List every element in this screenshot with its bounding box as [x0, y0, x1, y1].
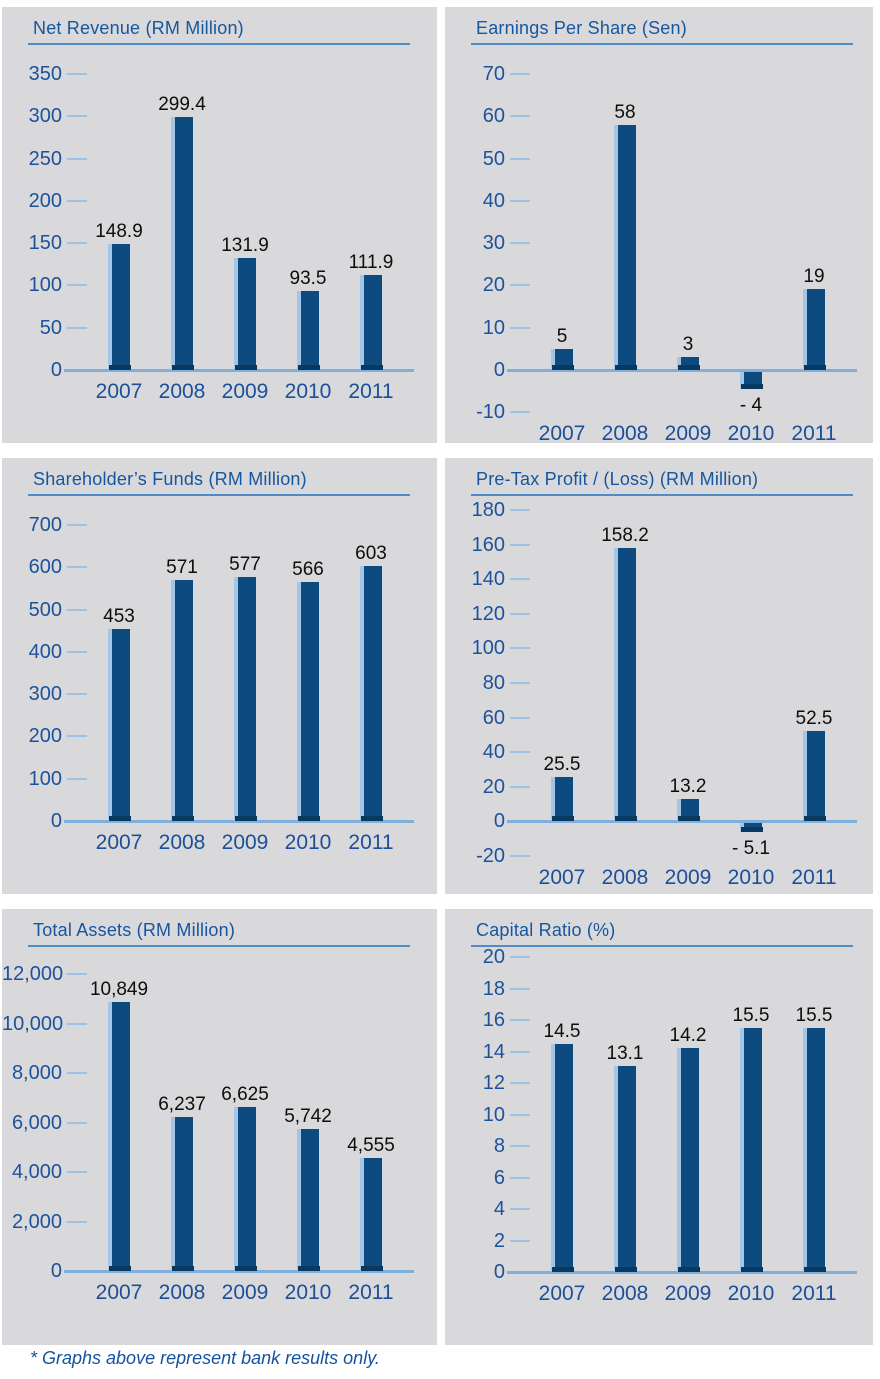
x-axis-label: 2010 — [727, 422, 775, 443]
y-tick-label: 100 — [471, 637, 505, 660]
y-tick-dash — [510, 855, 530, 857]
x-axis-label: 2011 — [348, 831, 394, 854]
y-tick-label: 4,000 — [11, 1161, 62, 1183]
bar-value-label: 111.9 — [348, 252, 394, 274]
y-tick-label: 0 — [493, 358, 505, 381]
y-tick-label: 8 — [493, 1135, 505, 1157]
y-tick-dash — [67, 524, 87, 526]
bar-2009 — [234, 1107, 256, 1271]
bar-value-label: 15.5 — [732, 1004, 770, 1026]
x-axis-label: 2010 — [727, 866, 775, 889]
bar-base-shadow — [172, 816, 194, 821]
bar-2008 — [614, 548, 636, 822]
y-tick-label: 6,000 — [11, 1111, 62, 1134]
y-tick-label: 0 — [50, 1260, 62, 1282]
bar-2011 — [360, 566, 382, 821]
bar-value-label: 4,555 — [347, 1135, 395, 1157]
bar-2011 — [803, 731, 825, 822]
y-tick-dash — [510, 1145, 530, 1147]
bar-base-shadow — [361, 816, 383, 821]
y-tick-label: 2 — [493, 1229, 505, 1252]
x-axis-label: 2011 — [348, 380, 394, 403]
y-tick-label: 2,000 — [11, 1210, 62, 1233]
bar-2011 — [803, 289, 825, 369]
y-tick-dash — [510, 613, 530, 615]
y-tick-label: 10 — [482, 1103, 505, 1126]
bar-base-shadow — [172, 365, 194, 370]
y-tick-label: 12 — [482, 1072, 505, 1094]
bar-base-shadow — [678, 1267, 700, 1272]
y-tick-label: 350 — [28, 63, 62, 85]
chart-title-net-revenue: Net Revenue (RM Million) — [33, 18, 244, 38]
y-tick-dash — [510, 988, 530, 990]
bar-value-label: 566 — [292, 558, 324, 580]
bar-2010 — [297, 1129, 319, 1271]
y-tick-dash — [510, 200, 530, 202]
bar-value-label: 15.5 — [795, 1004, 833, 1026]
bar-2009 — [677, 357, 699, 370]
bar-value-label: 6,625 — [221, 1084, 269, 1106]
x-axis-label: 2009 — [664, 866, 712, 889]
y-tick-label: 150 — [28, 232, 62, 255]
y-tick-dash — [510, 411, 530, 413]
bar-2009 — [234, 258, 256, 370]
chart-panel-earnings-per-share — [445, 7, 873, 443]
y-tick-dash — [510, 1177, 530, 1179]
bar-2009 — [234, 577, 256, 821]
y-tick-label: 70 — [482, 63, 505, 85]
bar-base-shadow — [741, 827, 763, 832]
bar-value-label: 13.2 — [669, 775, 707, 797]
y-tick-label: 16 — [482, 1009, 505, 1031]
y-tick-label: 14 — [482, 1040, 505, 1063]
bar-value-label: 13.1 — [606, 1042, 644, 1064]
y-tick-dash — [67, 1221, 87, 1223]
bar-value-label: 577 — [229, 554, 261, 575]
y-tick-dash — [67, 115, 87, 117]
bar-value-label: 14.5 — [543, 1020, 581, 1042]
x-axis-label: 2008 — [601, 1282, 649, 1305]
bar-2007 — [108, 244, 130, 370]
y-tick-dash — [510, 284, 530, 286]
chart-title-earnings-per-share: Earnings Per Share (Sen) — [476, 18, 687, 38]
y-tick-label: 200 — [28, 725, 62, 748]
y-tick-dash — [510, 73, 530, 75]
y-tick-label: 0 — [50, 810, 62, 832]
y-tick-dash — [67, 284, 87, 286]
bar-base-shadow — [678, 365, 700, 370]
bar-base-shadow — [615, 365, 637, 370]
bar-value-label: 158.2 — [601, 524, 649, 546]
y-tick-dash — [67, 327, 87, 329]
y-tick-label: 20 — [482, 946, 505, 968]
plot-area-total-assets — [2, 909, 437, 1345]
chart-panel-shareholders-funds — [2, 458, 437, 894]
y-tick-dash — [67, 1122, 87, 1124]
y-tick-dash — [67, 1072, 87, 1074]
bar-base-shadow — [552, 816, 574, 821]
x-axis-label: 2011 — [348, 1281, 394, 1304]
chart-panel-total-assets — [2, 909, 437, 1345]
bar-value-label: 19 — [803, 266, 825, 288]
x-axis-label: 2007 — [538, 866, 586, 889]
y-tick-label: 100 — [28, 274, 62, 297]
y-tick-label: 400 — [28, 640, 62, 663]
y-tick-label: 0 — [493, 1261, 505, 1283]
bar-value-label: 6,237 — [158, 1093, 206, 1115]
chart-title-capital-ratio: Capital Ratio (%) — [476, 920, 616, 940]
x-axis-label: 2010 — [284, 831, 332, 854]
plot-area-capital-ratio — [445, 909, 873, 1345]
y-tick-label: 12,000 — [2, 963, 64, 985]
bar-value-label: 571 — [166, 556, 198, 578]
y-tick-label: 300 — [28, 105, 62, 128]
bar-base-shadow — [804, 816, 826, 821]
bar-2010 — [297, 291, 319, 370]
y-tick-dash — [67, 566, 87, 568]
y-tick-label: 60 — [482, 105, 505, 128]
y-tick-dash — [510, 509, 530, 511]
y-tick-dash — [510, 1208, 530, 1210]
footnote: * Graphs above represent bank results only. — [30, 1348, 380, 1368]
y-tick-label: 0 — [50, 359, 62, 381]
bar-2008 — [171, 1117, 193, 1271]
bar-base-shadow — [298, 1266, 320, 1271]
x-axis-label: 2008 — [158, 380, 206, 403]
bar-base-shadow — [109, 365, 131, 370]
bar-2009 — [677, 799, 699, 822]
y-tick-label: 8,000 — [11, 1062, 62, 1084]
x-axis-label: 2011 — [791, 866, 837, 889]
chart-title-pretax-profit: Pre-Tax Profit / (Loss) (RM Million) — [476, 469, 759, 489]
y-tick-label: 50 — [39, 316, 62, 339]
bar-2007 — [108, 1002, 130, 1271]
bar-base-shadow — [741, 1267, 763, 1272]
x-axis-label: 2009 — [221, 831, 269, 854]
bar-2010 — [297, 582, 319, 821]
bar-value-label: 603 — [355, 543, 387, 565]
x-axis-label: 2007 — [95, 831, 143, 854]
y-tick-dash — [67, 651, 87, 653]
bar-base-shadow — [109, 1266, 131, 1271]
bar-value-label: 131.9 — [221, 235, 269, 257]
bar-base-shadow — [678, 816, 700, 821]
bar-base-shadow — [361, 1266, 383, 1271]
bar-base-shadow — [235, 365, 257, 370]
y-tick-dash — [67, 1023, 87, 1025]
y-tick-dash — [510, 786, 530, 788]
bar-base-shadow — [615, 1267, 637, 1272]
bar-2011 — [360, 1158, 382, 1271]
y-tick-label: 40 — [482, 741, 505, 764]
x-axis-label: 2009 — [664, 422, 712, 443]
x-axis-label: 2007 — [95, 380, 143, 403]
y-tick-label: 30 — [482, 232, 505, 254]
y-tick-label: 4 — [493, 1198, 505, 1220]
bar-value-label: 453 — [103, 606, 135, 628]
y-tick-label: -20 — [476, 845, 505, 867]
bar-value-label: 3 — [682, 334, 694, 356]
plot-area-net-revenue — [2, 7, 437, 443]
y-tick-label: 20 — [482, 274, 505, 297]
y-tick-label: -10 — [476, 401, 505, 423]
x-axis-label: 2011 — [791, 422, 837, 443]
chart-panel-net-revenue — [2, 7, 437, 443]
bar-2008 — [614, 125, 636, 370]
y-tick-label: 700 — [28, 514, 62, 536]
chart-panel-pretax-profit — [445, 458, 873, 894]
y-tick-label: 0 — [493, 810, 505, 833]
bar-base-shadow — [109, 816, 131, 821]
x-axis-label: 2010 — [284, 380, 332, 403]
x-axis-label: 2011 — [791, 1282, 837, 1305]
bar-2008 — [171, 117, 193, 370]
y-tick-label: 40 — [482, 189, 505, 212]
y-tick-dash — [67, 158, 87, 160]
chart-title-total-assets: Total Assets (RM Million) — [33, 920, 236, 940]
bar-value-label: 5 — [556, 325, 568, 347]
bar-value-label: 148.9 — [95, 221, 143, 243]
bar-2007 — [551, 349, 573, 370]
bar-2010 — [740, 1028, 762, 1272]
y-tick-dash — [510, 647, 530, 649]
y-tick-label: 10 — [482, 316, 505, 339]
y-tick-label: 180 — [471, 499, 505, 521]
y-tick-label: 6 — [493, 1166, 505, 1189]
bar-base-shadow — [298, 816, 320, 821]
x-axis-label: 2008 — [601, 422, 649, 443]
bar-value-label: 25.5 — [543, 754, 581, 776]
y-tick-dash — [510, 544, 530, 546]
bar-base-shadow — [804, 365, 826, 370]
bar-2011 — [360, 275, 382, 370]
chart-title-shareholders-funds: Shareholder’s Funds (RM Million) — [33, 469, 307, 489]
y-tick-dash — [510, 682, 530, 684]
y-tick-dash — [510, 578, 530, 580]
bar-base-shadow — [741, 384, 763, 389]
x-axis-label: 2007 — [538, 422, 586, 443]
bar-base-shadow — [172, 1266, 194, 1271]
x-axis-label: 2008 — [158, 1281, 206, 1304]
y-tick-label: 250 — [28, 147, 62, 170]
y-tick-label: 500 — [28, 598, 62, 621]
bar-value-label: - 5.1 — [731, 838, 771, 860]
y-tick-dash — [67, 778, 87, 780]
bar-2008 — [171, 580, 193, 821]
bar-2011 — [803, 1028, 825, 1272]
y-tick-dash — [67, 973, 87, 975]
y-tick-dash — [67, 73, 87, 75]
bar-2009 — [677, 1048, 699, 1272]
y-tick-label: 600 — [28, 556, 62, 579]
bar-value-label: 14.2 — [669, 1025, 707, 1047]
bar-value-label: 93.5 — [289, 267, 327, 289]
bar-value-label: - 4 — [739, 394, 763, 416]
y-tick-dash — [510, 158, 530, 160]
y-tick-label: 100 — [28, 767, 62, 790]
y-tick-dash — [510, 242, 530, 244]
bar-2007 — [551, 777, 573, 821]
y-tick-label: 200 — [28, 189, 62, 212]
y-tick-label: 20 — [482, 775, 505, 798]
bar-base-shadow — [298, 365, 320, 370]
y-tick-dash — [510, 956, 530, 958]
bar-base-shadow — [552, 365, 574, 370]
x-axis-label: 2008 — [601, 866, 649, 889]
y-tick-label: 120 — [471, 602, 505, 625]
bar-2007 — [108, 629, 130, 821]
x-axis-label: 2007 — [95, 1281, 143, 1304]
y-tick-dash — [510, 717, 530, 719]
y-tick-dash — [510, 1051, 530, 1053]
y-tick-dash — [67, 693, 87, 695]
x-axis-label: 2009 — [221, 380, 269, 403]
bar-base-shadow — [235, 1266, 257, 1271]
y-tick-dash — [510, 751, 530, 753]
y-tick-label: 60 — [482, 706, 505, 729]
bar-value-label: 5,742 — [284, 1105, 332, 1127]
y-tick-dash — [510, 115, 530, 117]
plot-area-shareholders-funds — [2, 458, 437, 894]
bar-value-label: 299.4 — [158, 93, 206, 115]
y-tick-dash — [67, 735, 87, 737]
y-tick-label: 300 — [28, 683, 62, 706]
x-axis-label: 2007 — [538, 1282, 586, 1305]
plot-area-earnings-per-share — [445, 7, 873, 443]
y-tick-dash — [510, 1114, 530, 1116]
y-tick-dash — [67, 1171, 87, 1173]
bar-base-shadow — [804, 1267, 826, 1272]
y-tick-label: 10,000 — [2, 1012, 64, 1035]
bar-2008 — [614, 1066, 636, 1272]
y-tick-label: 140 — [471, 568, 505, 591]
bar-base-shadow — [552, 1267, 574, 1272]
bar-base-shadow — [235, 816, 257, 821]
bar-2010 — [740, 372, 762, 389]
x-axis-label: 2009 — [221, 1281, 269, 1304]
y-tick-label: 160 — [471, 533, 505, 556]
y-tick-label: 18 — [482, 977, 505, 1000]
y-tick-label: 80 — [482, 672, 505, 694]
y-tick-dash — [510, 1082, 530, 1084]
x-axis-label: 2008 — [158, 831, 206, 854]
bar-2010 — [740, 823, 762, 832]
plot-area-pretax-profit — [445, 458, 873, 894]
bar-2007 — [551, 1044, 573, 1272]
x-axis-label: 2010 — [284, 1281, 332, 1304]
chart-panel-capital-ratio — [445, 909, 873, 1345]
x-axis-label: 2009 — [664, 1282, 712, 1305]
y-tick-dash — [67, 200, 87, 202]
bar-base-shadow — [615, 816, 637, 821]
y-tick-label: 50 — [482, 147, 505, 170]
y-tick-dash — [510, 1240, 530, 1242]
bar-value-label: 52.5 — [795, 707, 833, 729]
x-axis-label: 2010 — [727, 1282, 775, 1305]
bar-value-label: 10,849 — [89, 979, 149, 1001]
bar-value-label: 58 — [614, 101, 636, 123]
bar-base-shadow — [361, 365, 383, 370]
